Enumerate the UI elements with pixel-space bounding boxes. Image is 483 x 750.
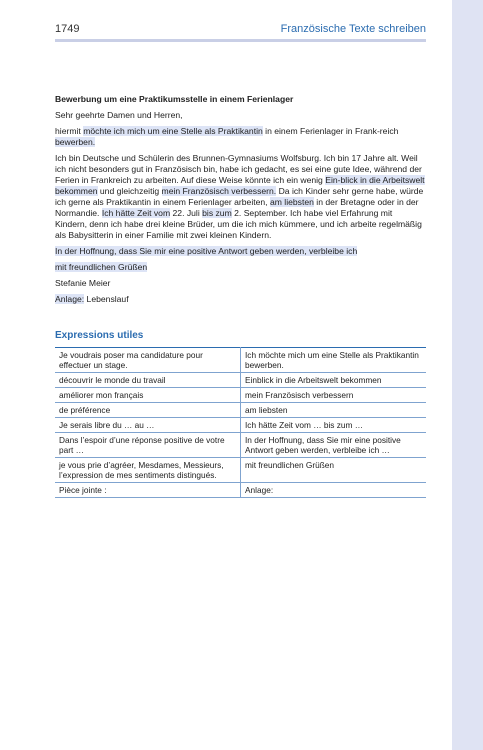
expressions-heading: Expressions utiles xyxy=(55,330,144,341)
text-run: 22. Juli xyxy=(170,208,203,218)
page-header xyxy=(55,23,426,39)
french-expression: améliorer mon français xyxy=(55,388,241,403)
highlighted-phrase: Ich hätte Zeit vom xyxy=(101,208,171,218)
german-expression: Ich möchte mich um eine Stelle als Praktikantin bewerben. xyxy=(241,348,427,373)
text-run: 2. September. Ich habe viel Erfahrung mit Kindern, denn ich habe drei kleine Brüder, um die ich mich kümmere, und ich arbeite regelmäßig als Babysitterin in einer Familie mit zwei kleinen Kindern. xyxy=(55,208,422,240)
text-run: Lebenslauf xyxy=(84,294,129,304)
french-expression: de préférence xyxy=(55,403,241,418)
text-run: Da ich Kinder sehr gerne habe, würde ich gerne als Praktikantin in einem Ferienlager arbeiten, xyxy=(55,186,424,207)
french-expression: Pièce jointe : xyxy=(55,483,241,498)
table-row xyxy=(55,483,426,498)
letter-attachment xyxy=(55,294,426,305)
french-expression: je vous prie d’agréer, Mesdames, Messieurs, l’expression de mes sentiments distingués. xyxy=(55,458,241,483)
highlighted-phrase: mit freundlichen Grüßen xyxy=(55,262,148,272)
highlighted-phrase: mein Französisch verbessern. xyxy=(161,186,277,196)
highlighted-phrase: Ein-blick in die Arbeitswelt bekommen xyxy=(55,175,425,196)
letter-signature: Stefanie Meier xyxy=(55,278,111,288)
letter-paragraph-1 xyxy=(55,126,426,148)
text-run: hiermit xyxy=(55,126,84,136)
highlighted-phrase: möchte ich mich um eine Stelle als Praktikantin xyxy=(83,126,263,136)
letter-paragraph-2 xyxy=(55,153,426,241)
french-expression: Dans l’espoir d’une réponse positive de votre part … xyxy=(55,433,241,458)
german-expression: mit freundlichen Grüßen xyxy=(241,458,427,483)
text-run: Ich bin Deutsche und Schülerin des Brunnen-Gymnasiums Wolfsburg. Ich bin 17 Jahre alt. Weil ich nicht besonders gut in Französisch bin, habe ich gedacht, es sei eine gute Idee, während der Ferien in Frankreich zu arbeiten. Auf diese Weise könnte ich ein wenig xyxy=(55,153,422,185)
letter-closing-1 xyxy=(55,246,426,257)
german-expression: Einblick in die Arbeitswelt bekommen xyxy=(241,373,427,388)
french-expression: Je serais libre du … au … xyxy=(55,418,241,433)
letter-closing-2 xyxy=(55,262,426,273)
table-row xyxy=(55,403,426,418)
german-expression: am liebsten xyxy=(241,403,427,418)
table-row xyxy=(55,388,426,403)
section-title: Französische Texte schreiben xyxy=(280,23,426,35)
page-number: 1749 xyxy=(55,23,80,35)
text-run: in der Bretagne oder in der Normandie. xyxy=(55,197,419,218)
german-expression: In der Hoffnung, dass Sie mir eine positive Antwort geben werden, verbleibe ich … xyxy=(241,433,427,458)
french-expression: découvrir le monde du travail xyxy=(55,373,241,388)
french-expression: Je voudrais poser ma candidature pour effectuer un stage. xyxy=(55,348,241,373)
highlighted-phrase: Anlage: xyxy=(55,294,85,304)
table-row xyxy=(55,433,426,458)
text-run: und gleichzeitig xyxy=(97,186,162,196)
table-row xyxy=(55,373,426,388)
table-row xyxy=(55,348,426,373)
highlighted-phrase: bewerben. xyxy=(55,137,96,147)
letter-salutation: Sehr geehrte Damen und Herren, xyxy=(55,110,183,120)
highlighted-phrase: bis zum xyxy=(202,208,232,218)
page-edge-strip xyxy=(452,0,483,750)
header-divider xyxy=(55,39,426,42)
german-expression: Ich hätte Zeit vom … bis zum … xyxy=(241,418,427,433)
expressions-table xyxy=(55,347,426,498)
letter-title: Bewerbung um eine Praktikumsstelle in einem Ferienlager xyxy=(55,94,294,104)
text-run: in einem Ferienlager in Frank-reich xyxy=(262,126,399,136)
table-row xyxy=(55,458,426,483)
german-expression: mein Französisch verbessern xyxy=(241,388,427,403)
letter-body xyxy=(55,94,426,310)
table-row xyxy=(55,418,426,433)
german-expression: Anlage: xyxy=(241,483,427,498)
highlighted-phrase: am liebsten xyxy=(269,197,314,207)
highlighted-phrase: In der Hoffnung, dass Sie mir eine positive Antwort geben werden, verbleibe ich xyxy=(55,246,358,256)
